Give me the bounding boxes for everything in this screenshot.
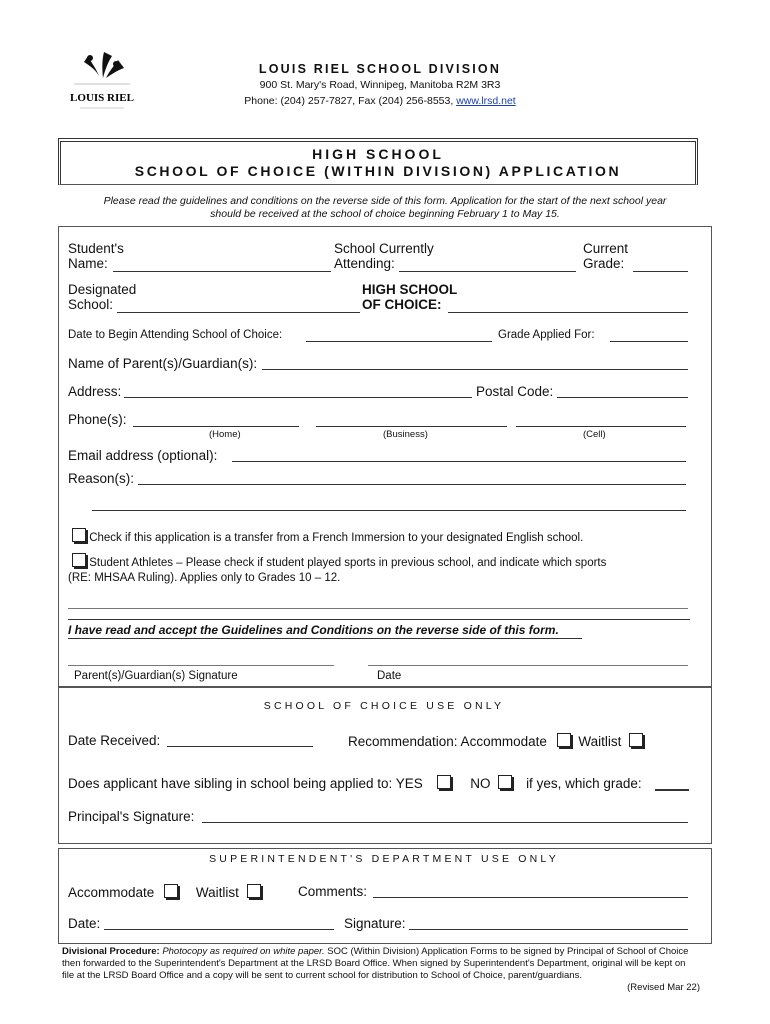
phone-label: Phone(s): (68, 412, 127, 427)
athletes-checkbox[interactable] (72, 553, 86, 567)
org-contact (185, 95, 575, 108)
current-grade-label: Current Grade: (583, 241, 629, 271)
which-grade-field[interactable] (655, 789, 689, 791)
accept-statement: I have read and accept the Guidelines and Conditions on the reverse side of this form. (68, 623, 559, 637)
parent-name-field[interactable] (262, 369, 688, 370)
procedure-text: SOC (Within Division) Application Forms to be signed by Principal of School of Choice then forwarded to the Superintendent's Department at the LRSD Board Office. When signed by Superintendent's Department, original will be kept on file at the LRSD Board Office and a copy will be sent to current school for distribution to School of Choice, parent/guardians. (62, 946, 689, 981)
email-label: Email address (optional): (68, 448, 218, 463)
reason-label: Reason(s): (68, 471, 135, 486)
sibling-yes-checkbox[interactable] (437, 775, 451, 789)
designated-school-label: Designated School: (68, 282, 137, 312)
title-line-2: SCHOOL OF CHOICE (WITHIN DIVISION) APPLICATION (134, 163, 622, 179)
parent-signature-field[interactable] (68, 665, 334, 666)
grade-applied-field[interactable] (610, 341, 688, 342)
procedure-italic: Photocopy as required on white paper. (162, 946, 325, 957)
superintendent-accommodate-checkbox[interactable] (164, 884, 178, 898)
athletes-check-row (72, 553, 606, 569)
postal-code-field[interactable] (557, 397, 688, 398)
reason-field-line-1[interactable] (138, 484, 686, 485)
date-begin-label: Date to Begin Attending School of Choice: (68, 329, 283, 341)
current-school-field[interactable] (399, 271, 576, 272)
title-line-1: HIGH SCHOOL (312, 146, 444, 162)
transfer-check-row (72, 528, 583, 544)
superintendent-date-field[interactable] (104, 929, 334, 930)
division-logo (66, 48, 138, 120)
procedure-label: Divisional Procedure: (62, 946, 160, 957)
address-label: Address: (68, 384, 122, 399)
athletes-check-note: (RE: MHSAA Ruling). Applies only to Grades 10 – 12. (68, 572, 341, 584)
grade-applied-label: Grade Applied For: (498, 329, 595, 341)
school-of-choice-field[interactable] (448, 312, 688, 313)
reason-field-line-2[interactable] (92, 510, 686, 511)
sibling-no-checkbox[interactable] (498, 775, 512, 789)
superintendent-heading: SUPERINTENDENT'S DEPARTMENT USE ONLY (209, 853, 559, 865)
superintendent-accommodate-label: Accommodate (68, 885, 155, 900)
website-link[interactable]: www.lrsd.net (456, 95, 516, 107)
signature-caption: Parent(s)/Guardian(s) Signature (74, 670, 238, 682)
logo-text: LOUIS RIEL (70, 92, 134, 104)
sports-field[interactable] (68, 608, 688, 609)
date-caption: Date (377, 670, 402, 682)
which-grade-label: if yes, which grade: (526, 776, 642, 791)
org-address: 900 St. Mary's Road, Winnipeg, Manitoba R2M 3R3 (259, 79, 501, 91)
principal-signature-field[interactable] (202, 822, 688, 823)
sibling-label: Does applicant have sibling in school being applied to: YES (68, 776, 423, 791)
athletes-check-label: Student Athletes – Please check if student played sports in previous school, and indicate which sports (89, 557, 607, 569)
sibling-no-label: NO (470, 776, 491, 791)
phone-cell-field[interactable] (516, 426, 686, 427)
intro-line-2: should be received at the school of choice beginning February 1 to May 15. (210, 208, 560, 220)
sibling-row (68, 775, 642, 791)
superintendent-signature-field[interactable] (409, 929, 688, 930)
parent-name-label: Name of Parent(s)/Guardian(s): (68, 356, 258, 371)
current-grade-field[interactable] (633, 271, 688, 272)
date-received-label: Date Received: (68, 733, 161, 748)
address-field[interactable] (124, 397, 472, 398)
postal-code-label: Postal Code: (476, 384, 554, 399)
transfer-check-label: Check if this application is a transfer from a French Immersion to your designated English school. (89, 532, 584, 544)
school-of-choice-label: HIGH SCHOOL OF CHOICE: (362, 282, 458, 312)
superintendent-signature-label: Signature: (344, 916, 406, 931)
school-use-heading: SCHOOL OF CHOICE USE ONLY (263, 700, 505, 712)
intro-line-1: Please read the guidelines and conditions on the reverse side of this form. Application for the start of the next school year (103, 195, 667, 207)
waitlist-label: Waitlist (578, 734, 622, 749)
phone-fax: Phone: (204) 257-7827, Fax (204) 256-8553, (244, 95, 454, 107)
divisional-procedure (62, 946, 700, 994)
date-received-field[interactable] (167, 746, 313, 747)
student-name-label: Student's Name: (68, 241, 124, 271)
accommodate-checkbox[interactable] (557, 733, 571, 747)
divider (68, 619, 690, 620)
organization-header (185, 62, 575, 108)
phone-business-field[interactable] (316, 426, 507, 427)
superintendent-waitlist-label: Waitlist (195, 885, 239, 900)
email-field[interactable] (232, 461, 686, 462)
comments-field[interactable] (373, 897, 688, 898)
recommendation-row (348, 733, 643, 749)
phone-cell-caption: (Cell) (583, 429, 606, 440)
student-name-field[interactable] (113, 271, 331, 272)
current-school-label: School Currently Attending: (334, 241, 434, 271)
date-begin-field[interactable] (306, 341, 492, 342)
form-title-box (58, 138, 698, 185)
phone-home-caption: (Home) (209, 429, 241, 440)
designated-school-field[interactable] (117, 312, 360, 313)
superintendent-date-label: Date: (68, 916, 101, 931)
superintendent-accommodate-row (68, 884, 261, 900)
org-name: LOUIS RIEL SCHOOL DIVISION (258, 62, 502, 76)
waitlist-checkbox[interactable] (629, 733, 643, 747)
comments-label: Comments: (298, 884, 368, 899)
superintendent-waitlist-checkbox[interactable] (247, 884, 261, 898)
transfer-checkbox[interactable] (72, 528, 86, 542)
revised-date: (Revised Mar 22) (627, 982, 700, 993)
recommendation-label: Recommendation: Accommodate (348, 734, 547, 749)
phone-home-field[interactable] (133, 426, 299, 427)
intro-instructions (62, 195, 708, 221)
signature-date-field[interactable] (368, 665, 688, 666)
accept-underline (68, 638, 582, 639)
principal-signature-label: Principal's Signature: (68, 809, 195, 824)
phone-business-caption: (Business) (383, 429, 428, 440)
